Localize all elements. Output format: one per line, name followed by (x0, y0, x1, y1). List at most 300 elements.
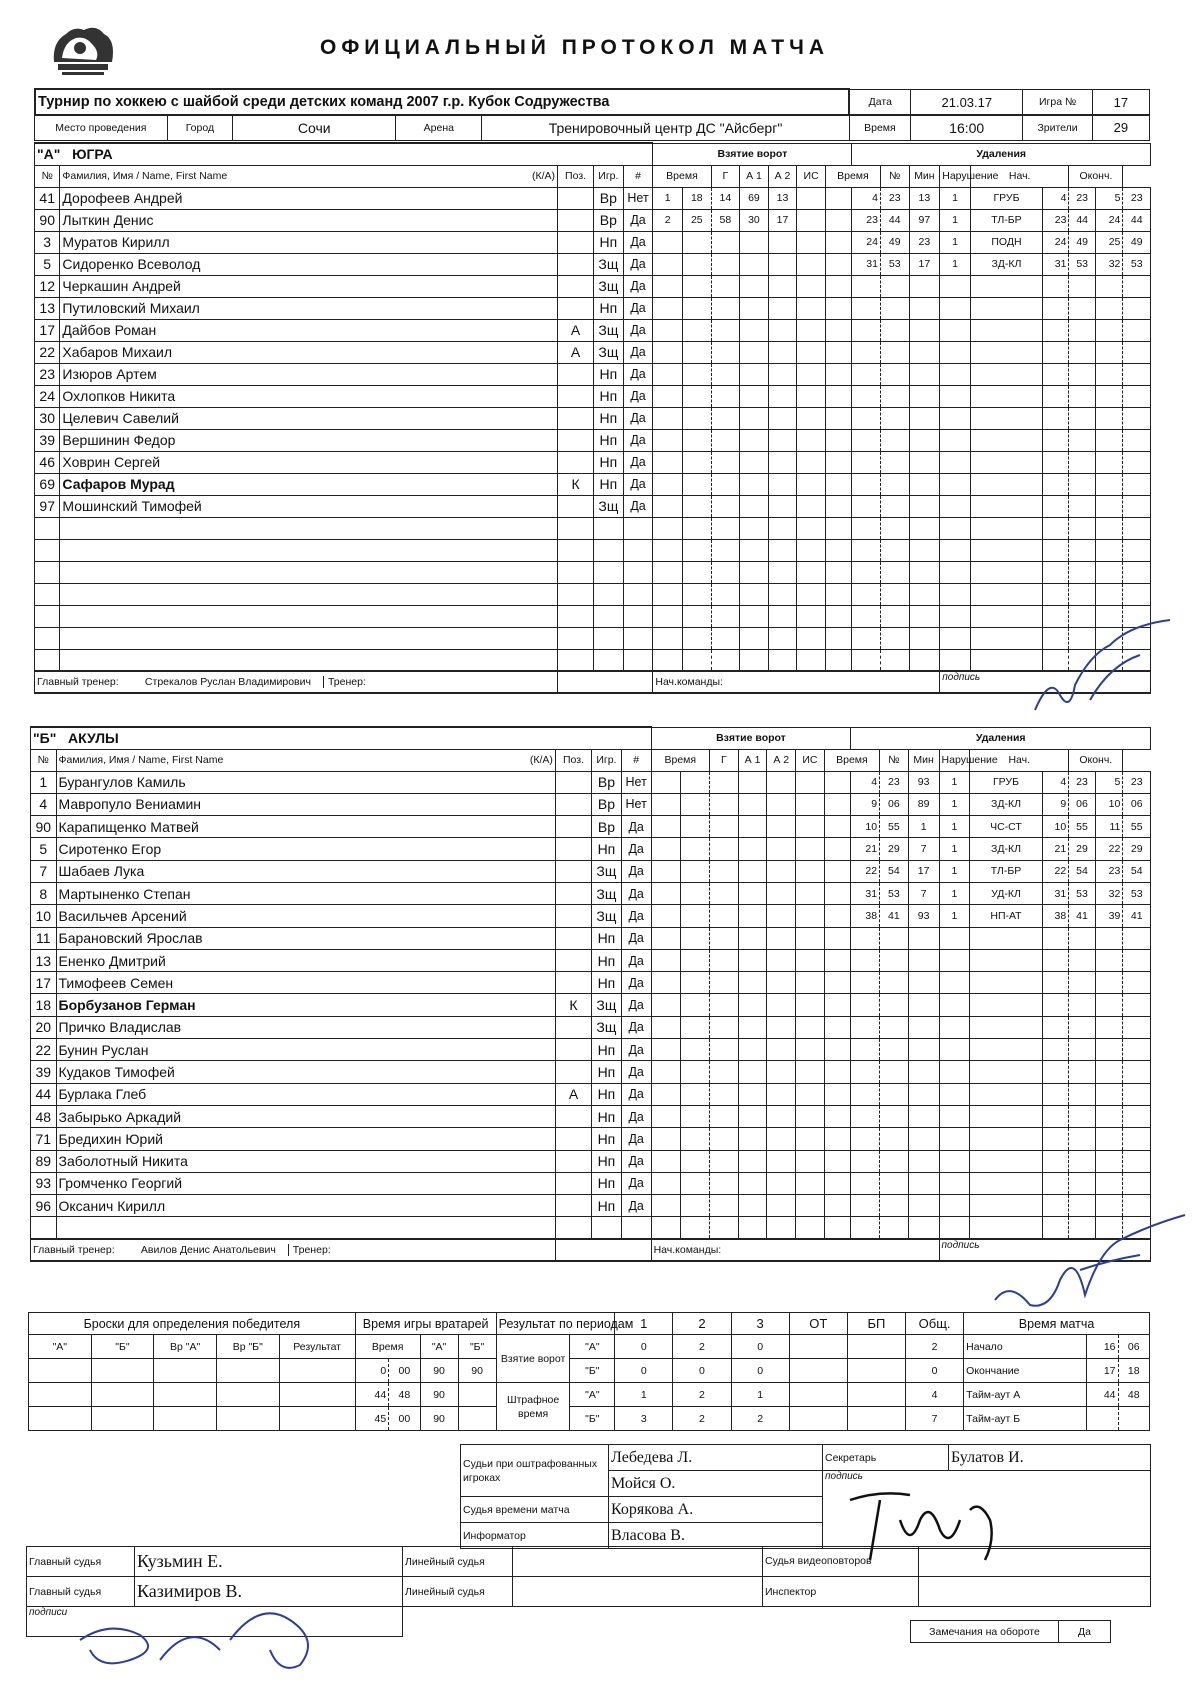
team-team_b-letter: "Б" (33, 730, 57, 747)
player-row (35, 209, 1151, 231)
empty-cell (738, 905, 767, 927)
empty-cell (880, 949, 909, 971)
player-played: Да (621, 949, 651, 971)
empty-cell (592, 1217, 622, 1239)
empty-cell (56, 1217, 555, 1239)
match-header: Турнир по хоккею с шайбой среди детских команд 2007 г.р. Кубок Содружества Дата 21.03.17 Игра № 17 (34, 88, 1150, 116)
player-played: Да (621, 1083, 651, 1105)
empty-cell (738, 1150, 767, 1172)
empty-cell (852, 363, 881, 385)
player-name: Бредихин Юрий (56, 1128, 555, 1150)
empty-cell (824, 882, 851, 904)
empty-cell (1069, 341, 1095, 363)
empty-cell (825, 363, 852, 385)
empty-cell (970, 972, 1042, 994)
empty-cell (1069, 649, 1095, 671)
empty-cell (558, 517, 594, 539)
penalty-start-sec: 55 (1069, 816, 1096, 838)
empty-cell (513, 1577, 763, 1607)
penalty-end-sec: 23 (1123, 187, 1151, 209)
penalties-header: Удаления (851, 727, 1151, 749)
empty-cell (880, 341, 909, 363)
empty-cell (908, 1083, 939, 1105)
penalty-second: 53 (880, 253, 909, 275)
empty-cell (651, 793, 681, 815)
empty-cell (653, 451, 683, 473)
penalty-player: 23 (909, 231, 940, 253)
empty-cell (970, 561, 1042, 583)
empty-cell (216, 1407, 279, 1431)
empty-cell (710, 949, 739, 971)
col-goal-is: ИС (797, 165, 826, 187)
empty-cell (1123, 1083, 1151, 1105)
empty-cell (940, 297, 971, 319)
empty-cell (740, 341, 769, 363)
col-pen-end: Оконч. (1069, 165, 1123, 187)
goals-row-label: Взятие ворот (496, 1335, 570, 1383)
empty-cell (738, 793, 767, 815)
empty-cell (35, 561, 60, 583)
empty-cell (796, 994, 825, 1016)
empty-cell (683, 385, 712, 407)
pim-a-period: 1 (731, 1383, 789, 1407)
empty-cell (653, 561, 683, 583)
player-role: К (555, 994, 591, 1016)
goals-a-period (789, 1335, 847, 1359)
player-number: 22 (31, 1039, 57, 1061)
col-pen-viol: Нарушение (940, 165, 971, 187)
player-row (31, 1150, 1151, 1172)
player-position: Зщ (594, 253, 624, 275)
player-row (35, 407, 1151, 429)
player-name: Сиротенко Егор (56, 838, 555, 860)
col-goal-n: # (623, 165, 653, 187)
empty-cell (1042, 605, 1068, 627)
team-a-table (34, 142, 1151, 694)
empty-cell (35, 517, 60, 539)
empty-cell (651, 1217, 681, 1239)
player-role (555, 1016, 591, 1038)
empty-cell (797, 649, 826, 671)
col-pen-min: Мин (908, 749, 939, 771)
empty-cell (1069, 1195, 1096, 1217)
empty-cell (1095, 275, 1123, 297)
player-name: Заболотный Никита (56, 1150, 555, 1172)
empty-cell (683, 341, 712, 363)
col-ka: (К/А) (529, 754, 553, 766)
player-position: Зщ (594, 495, 624, 517)
player-played: Да (623, 319, 653, 341)
penalty-player: 13 (909, 187, 940, 209)
empty-cell (768, 385, 797, 407)
empty-cell (1095, 385, 1123, 407)
gk-row-min: 45 (355, 1407, 389, 1431)
empty-cell (796, 1195, 825, 1217)
empty-cell (796, 1083, 825, 1105)
empty-cell (683, 407, 712, 429)
penalty-start-min: 21 (1042, 838, 1069, 860)
player-number: 17 (31, 972, 57, 994)
empty-cell (767, 972, 796, 994)
empty-cell (852, 517, 881, 539)
trainer-label: Тренер: (323, 676, 366, 688)
empty-cell (797, 385, 826, 407)
empty-cell (1069, 1016, 1096, 1038)
empty-cell (1095, 429, 1123, 451)
player-role (555, 1128, 591, 1150)
player-played: Да (621, 1150, 651, 1172)
match-end-min: 17 (1087, 1359, 1118, 1383)
empty-cell (908, 972, 939, 994)
head-coach: Стрекалов Руслан Владимирович (144, 676, 311, 688)
empty-cell (740, 297, 769, 319)
player-number: 30 (35, 407, 60, 429)
empty-cell (1069, 627, 1095, 649)
empty-cell (970, 927, 1042, 949)
empty-cell (651, 1172, 681, 1194)
player-row (31, 1195, 1151, 1217)
player-number: 20 (31, 1016, 57, 1038)
coach-label: Главный тренер: (37, 676, 119, 688)
empty-cell (710, 1128, 739, 1150)
goals-a-period: 2 (673, 1335, 731, 1359)
player-played: Да (621, 882, 651, 904)
empty-cell (683, 231, 712, 253)
empty-cell (796, 1061, 825, 1083)
empty-cell (711, 495, 740, 517)
empty-cell (796, 860, 825, 882)
timeout-b-sec (1118, 1407, 1149, 1431)
empty-cell (851, 1039, 880, 1061)
penalty-minutes: 1 (939, 816, 970, 838)
empty-cell (1042, 517, 1068, 539)
empty-cell (740, 561, 769, 583)
empty-cell (683, 583, 712, 605)
empty-cell (1069, 561, 1095, 583)
empty-cell (681, 1061, 710, 1083)
empty-cell (681, 1172, 710, 1194)
player-role (558, 407, 594, 429)
player-position: Нп (592, 972, 622, 994)
head-referee-1: Кузьмин Е. (135, 1547, 403, 1577)
empty-cell (1095, 1061, 1123, 1083)
head-referee-2: Казимиров В. (135, 1577, 403, 1607)
match-end-sec: 18 (1118, 1359, 1149, 1383)
player-position: Нп (594, 297, 624, 319)
empty-cell (651, 949, 681, 971)
player-played: Да (621, 972, 651, 994)
empty-cell (558, 605, 594, 627)
empty-cell (880, 1016, 909, 1038)
player-row (35, 495, 1151, 517)
empty-cell (1123, 1061, 1151, 1083)
empty-cell (653, 363, 683, 385)
empty-cell (880, 1172, 909, 1194)
empty-cell (940, 495, 971, 517)
empty-cell (651, 1016, 681, 1038)
pim-row-label: Штрафное время (496, 1383, 570, 1431)
empty-cell (653, 231, 683, 253)
player-number: 11 (31, 927, 57, 949)
penalty-minutes: 1 (940, 231, 971, 253)
empty-cell (1123, 627, 1151, 649)
player-name: Вершинин Федор (60, 429, 558, 451)
penalty-end-sec: 54 (1123, 860, 1151, 882)
empty-cell (1123, 583, 1151, 605)
empty-cell (31, 1217, 57, 1239)
empty-cell (681, 882, 710, 904)
empty-cell (796, 1150, 825, 1172)
empty-cell (1042, 1172, 1069, 1194)
empty-cell (851, 1105, 880, 1127)
penalty-end-sec: 23 (1123, 771, 1151, 793)
player-row (31, 860, 1151, 882)
goals-header: Взятие ворот (651, 727, 851, 749)
player-position: Вр (592, 793, 622, 815)
empty-cell (825, 407, 852, 429)
empty-cell (651, 1195, 681, 1217)
empty-cell (825, 385, 852, 407)
empty-cell (740, 495, 769, 517)
empty-cell (768, 539, 797, 561)
empty-cell (851, 927, 880, 949)
empty-cell (940, 407, 971, 429)
player-row (35, 231, 1151, 253)
penalty-minute: 21 (851, 838, 880, 860)
player-row (35, 319, 1151, 341)
empty-cell (594, 649, 624, 671)
empty-cell (513, 1547, 763, 1577)
player-position: Зщ (594, 341, 624, 363)
empty-cell (1042, 341, 1068, 363)
player-played: Да (621, 927, 651, 949)
empty-cell (683, 297, 712, 319)
penalty-second: 44 (880, 209, 909, 231)
player-row (35, 187, 1151, 209)
empty-cell (970, 649, 1042, 671)
empty-cell (767, 949, 796, 971)
empty-cell (35, 605, 60, 627)
penalty-start-sec: 53 (1069, 882, 1096, 904)
empty-cell (710, 1016, 739, 1038)
timeout-a-sec: 48 (1118, 1383, 1149, 1407)
empty-cell (852, 627, 881, 649)
player-number: 96 (31, 1195, 57, 1217)
penalty-start-min: 4 (1042, 187, 1068, 209)
empty-cell (710, 1195, 739, 1217)
empty-cell (825, 451, 852, 473)
empty-cell (710, 972, 739, 994)
empty-cell (970, 627, 1042, 649)
player-position: Нп (594, 451, 624, 473)
empty-cell (880, 363, 909, 385)
timeout-b-min (1087, 1407, 1118, 1431)
empty-cell (1123, 495, 1151, 517)
empty-cell (940, 385, 971, 407)
empty-cell (651, 816, 681, 838)
empty-cell (710, 1083, 739, 1105)
empty-cell (908, 1128, 939, 1150)
empty-cell (558, 649, 594, 671)
player-number: 13 (31, 949, 57, 971)
gk-col-a: "А" (420, 1335, 458, 1359)
penalty-start-sec: 23 (1069, 771, 1096, 793)
empty-cell (908, 1016, 939, 1038)
player-role (555, 1150, 591, 1172)
empty-cell (767, 1195, 796, 1217)
head-referee-label: Главный судья (27, 1577, 135, 1607)
empty-cell (740, 605, 769, 627)
venue-row: Место проведения Город Сочи Арена Тренировочный центр ДС "Айсберг" Время 16:00 Зрители 29 (34, 114, 1150, 141)
empty-cell (1042, 495, 1068, 517)
player-row (35, 561, 1151, 583)
empty-cell (909, 407, 940, 429)
player-role (555, 972, 591, 994)
goals-b-period (789, 1359, 847, 1383)
empty-cell (940, 627, 971, 649)
empty-cell (796, 949, 825, 971)
match-end-label: Окончание (964, 1359, 1087, 1383)
empty-cell (1042, 1105, 1069, 1127)
col-goal-is: ИС (796, 749, 825, 771)
player-position: Нп (592, 1039, 622, 1061)
col-pen-no: № (880, 749, 909, 771)
empty-cell (909, 627, 940, 649)
team-manager-label: Нач.команды: (651, 1239, 939, 1261)
player-position: Зщ (592, 860, 622, 882)
empty-cell (738, 949, 767, 971)
goals-b-period: 0 (615, 1359, 673, 1383)
empty-cell (1095, 407, 1123, 429)
empty-cell (1069, 972, 1096, 994)
empty-cell (908, 1105, 939, 1127)
period-col: 2 (673, 1313, 731, 1335)
player-position: Нп (592, 1195, 622, 1217)
empty-cell (216, 1359, 279, 1383)
empty-cell (880, 385, 909, 407)
player-name: Бурангулов Камиль (56, 771, 555, 793)
empty-cell (1042, 1150, 1069, 1172)
empty-cell (880, 583, 909, 605)
player-position: Нп (594, 407, 624, 429)
empty-cell (970, 1061, 1042, 1083)
penalty-start-min: 22 (1042, 860, 1069, 882)
player-role (555, 816, 591, 838)
gk-row-sec: 48 (389, 1383, 420, 1407)
empty-cell (681, 1083, 710, 1105)
player-position: Нп (592, 1083, 622, 1105)
empty-cell (939, 1128, 970, 1150)
shootout-col: "Б" (91, 1335, 154, 1359)
empty-cell (653, 649, 683, 671)
empty-cell (738, 1195, 767, 1217)
goals-b-period (847, 1359, 905, 1383)
penalty-minutes: 1 (940, 187, 971, 209)
empty-cell (738, 1016, 767, 1038)
penalty-player: 7 (908, 882, 939, 904)
empty-cell (970, 407, 1042, 429)
empty-cell (740, 649, 769, 671)
empty-cell (1042, 1016, 1069, 1038)
empty-cell (940, 319, 971, 341)
empty-cell (653, 341, 683, 363)
empty-cell (710, 1061, 739, 1083)
empty-cell (651, 882, 681, 904)
empty-cell (1069, 1105, 1096, 1127)
player-number: 5 (31, 838, 57, 860)
penalty-second: 23 (880, 187, 909, 209)
player-role (555, 1195, 591, 1217)
goal-scorer: 30 (740, 209, 769, 231)
remarks-box: Замечания на обороте Да (910, 1620, 1111, 1643)
empty-cell (970, 1128, 1042, 1150)
player-row (31, 1105, 1151, 1127)
player-position: Вр (592, 771, 622, 793)
player-role (555, 771, 591, 793)
col-num: № (35, 165, 60, 187)
empty-cell (558, 671, 653, 693)
empty-cell (824, 1083, 851, 1105)
empty-cell (1069, 1172, 1096, 1194)
player-row (31, 927, 1151, 949)
empty-cell (651, 927, 681, 949)
empty-cell (1042, 363, 1068, 385)
player-row (35, 253, 1151, 275)
empty-cell (711, 649, 740, 671)
goal-minute: 18 (683, 187, 712, 209)
penalty-end-min: 23 (1095, 860, 1123, 882)
empty-cell (1123, 319, 1151, 341)
player-played: Да (621, 905, 651, 927)
empty-cell (768, 495, 797, 517)
player-position: Нп (592, 1128, 622, 1150)
penalty-player: 17 (908, 860, 939, 882)
empty-cell (796, 793, 825, 815)
empty-cell (555, 1217, 591, 1239)
empty-cell (939, 1105, 970, 1127)
goals-b-period: 0 (731, 1359, 789, 1383)
empty-cell (797, 341, 826, 363)
empty-cell (880, 407, 909, 429)
head-referee-label: Главный судья (27, 1547, 135, 1577)
penalty-start-sec: 23 (1069, 187, 1095, 209)
empty-cell (767, 882, 796, 904)
col-goal-a1: А 1 (740, 165, 769, 187)
empty-cell (825, 429, 852, 451)
goals-a-period: 2 (906, 1335, 964, 1359)
empty-cell (681, 927, 710, 949)
player-played: Да (621, 1128, 651, 1150)
player-name: Лыткин Денис (60, 209, 558, 231)
empty-cell (796, 1016, 825, 1038)
empty-cell (1069, 429, 1095, 451)
empty-cell (851, 949, 880, 971)
empty-cell (852, 539, 881, 561)
player-position: Нп (594, 429, 624, 451)
player-position: Нп (592, 927, 622, 949)
empty-cell (683, 605, 712, 627)
empty-cell (1095, 927, 1123, 949)
penalty-end-min: 32 (1095, 253, 1123, 275)
player-role (558, 297, 594, 319)
empty-cell (683, 253, 712, 275)
player-name: Васильчев Арсений (56, 905, 555, 927)
empty-cell (909, 495, 940, 517)
penalty-minute: 4 (852, 187, 881, 209)
empty-cell (710, 860, 739, 882)
empty-cell (970, 495, 1042, 517)
empty-cell (35, 649, 60, 671)
